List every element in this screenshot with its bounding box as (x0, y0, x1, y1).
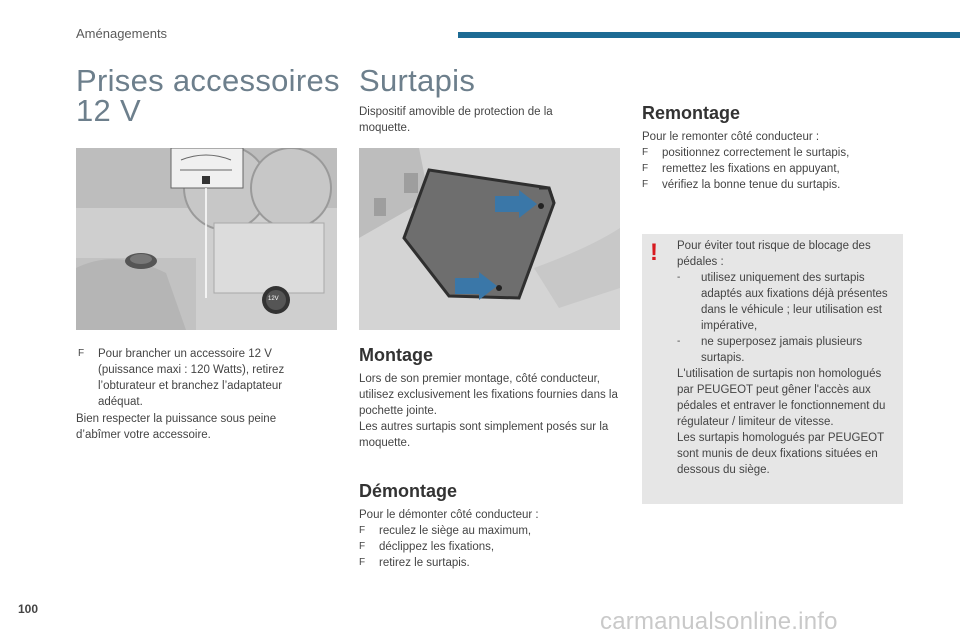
floor-mat-photo (359, 148, 620, 330)
list-item: F vérifiez la bonne tenue du surtapis. (642, 179, 841, 191)
list-item: - utilisez uniquement des surtapis adaptés aux fixations déjà présentes dans le véhicule ; leur utilisation est impérative, (677, 272, 888, 332)
page-number: 100 (18, 602, 39, 616)
remontage-heading: Remontage (642, 103, 741, 123)
list-item: F positionnez correctement le surtapis, (642, 147, 850, 159)
remontage-intro: Pour le remonter côté conducteur : (642, 131, 820, 143)
list-item: F reculez le siège au maximum, (359, 525, 532, 537)
remontage-steps (642, 145, 904, 193)
dash-marker: - (677, 272, 681, 283)
socket-instructions (78, 346, 318, 410)
bullet-marker: F (359, 525, 366, 536)
montage-paragraph-2: Les autres surtapis sont simplement posés sur la moquette. (359, 421, 609, 449)
page-title-accessory-socket: Prises accessoires 12 V (76, 63, 340, 128)
demontage-intro: Pour le démonter côté conducteur : (359, 509, 539, 521)
demontage-steps (359, 523, 621, 571)
bullet-marker: F (642, 147, 649, 158)
socket-note: Bien respecter la puissance sous peine d’abîmer votre accessoire. (76, 413, 277, 441)
warning-paragraph: L'utilisation de surtapis non homologués par PEUGEOT peut gêner l'accès aux pédales et entraver le fonctionnement du régulateur / limiteur de vitesse. (677, 368, 886, 428)
warning-paragraph-2: Les surtapis homologués par PEUGEOT sont munis de deux fixations situées en dessous du siège. (677, 432, 884, 476)
warning-list (677, 270, 899, 366)
bullet-marker: F (359, 557, 366, 568)
bullet-marker: F (642, 163, 649, 174)
header-accent-bar (458, 32, 960, 38)
section-label: Aménagements (76, 26, 168, 41)
list-item: F remettez les fixations en appuyant, (642, 163, 840, 175)
warning-icon: ! (650, 239, 658, 266)
bullet-marker: F (642, 179, 649, 190)
warning-content (677, 238, 899, 478)
page-title-floor-mat: Surtapis (359, 63, 476, 98)
list-item: F Pour brancher un accessoire 12 V (puissance maxi : 120 Watts), retirez l’obturateur et branchez l’adaptateur adéquat. (78, 348, 285, 408)
socket-label: 12V (268, 296, 279, 302)
watermark: carmanualsonline.info (600, 608, 838, 635)
list-item: F déclippez les fixations, (359, 541, 495, 553)
demontage-heading: Démontage (359, 481, 458, 501)
list-item: - ne superposez jamais plusieurs surtapis. (677, 336, 863, 364)
warning-intro: Pour éviter tout risque de blocage des pédales : (677, 240, 871, 268)
bullet-marker: F (359, 541, 366, 552)
dash-marker: - (677, 336, 681, 347)
accessory-socket-photo (76, 148, 337, 330)
floor-mat-intro: Dispositif amovible de protection de la moquette. (359, 106, 553, 134)
list-item: F retirez le surtapis. (359, 557, 470, 569)
montage-paragraph: Lors de son premier montage, côté conducteur, utilisez exclusivement les fixations fournies dans la pochette jointe. (359, 373, 618, 417)
bullet-marker: F (78, 348, 85, 359)
montage-heading: Montage (359, 345, 433, 365)
